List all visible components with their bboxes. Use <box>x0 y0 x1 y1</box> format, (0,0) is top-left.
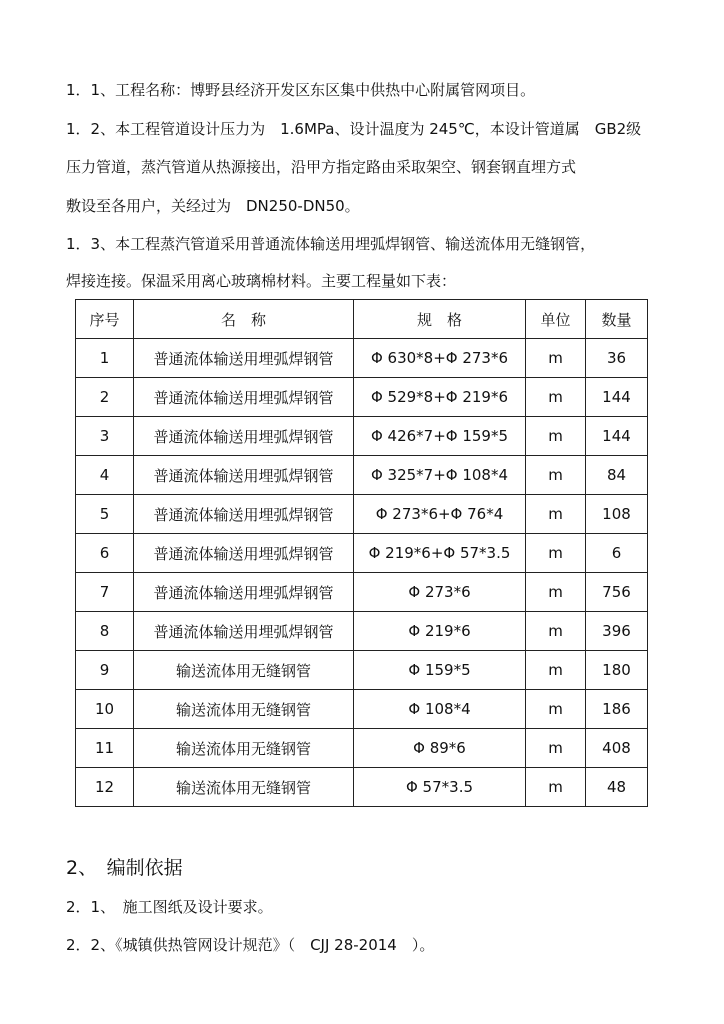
paragraph-1-3-cont: 焊接连接。保温采用离心玻璃棉材料。主要工程量如下表： <box>66 272 457 290</box>
cell-quantity: 108 <box>586 495 648 534</box>
cell-index: 10 <box>76 690 134 729</box>
table-row <box>76 495 648 534</box>
cell-unit: m <box>526 729 586 768</box>
cell-name: 普通流体输送用埋弧焊钢管 <box>134 573 354 612</box>
cell-spec: Φ 325*7+Φ 108*4 <box>354 456 526 495</box>
cell-spec: Φ 159*5 <box>354 651 526 690</box>
table-row <box>76 339 648 378</box>
section-2-heading: 2、 编制依据 <box>66 857 183 879</box>
cell-unit: m <box>526 690 586 729</box>
table-row <box>76 534 648 573</box>
table-row <box>76 768 648 807</box>
header-quantity: 数量 <box>586 300 648 339</box>
cell-quantity: 180 <box>586 651 648 690</box>
cell-spec: Φ 273*6+Φ 76*4 <box>354 495 526 534</box>
cell-index: 3 <box>76 417 134 456</box>
table-row <box>76 573 648 612</box>
cell-quantity: 6 <box>586 534 648 573</box>
cell-unit: m <box>526 573 586 612</box>
cell-unit: m <box>526 495 586 534</box>
cell-name: 输送流体用无缝钢管 <box>134 768 354 807</box>
cell-unit: m <box>526 612 586 651</box>
table-row <box>76 651 648 690</box>
cell-index: 2 <box>76 378 134 417</box>
table-header-row <box>76 300 648 339</box>
cell-unit: m <box>526 768 586 807</box>
cell-name: 普通流体输送用埋弧焊钢管 <box>134 456 354 495</box>
cell-name: 输送流体用无缝钢管 <box>134 729 354 768</box>
cell-spec: Φ 89*6 <box>354 729 526 768</box>
header-index: 序号 <box>76 300 134 339</box>
cell-name: 普通流体输送用埋弧焊钢管 <box>134 339 354 378</box>
paragraph-1-2-end: 敷设至各用户，关经过为 DN250-DN50。 <box>66 197 360 215</box>
table-row <box>76 729 648 768</box>
cell-index: 9 <box>76 651 134 690</box>
header-unit: 单位 <box>526 300 586 339</box>
cell-name: 输送流体用无缝钢管 <box>134 651 354 690</box>
cell-quantity: 396 <box>586 612 648 651</box>
table-body <box>76 339 648 807</box>
paragraph-1-2: 1．2、本工程管道设计压力为 1.6MPa、设计温度为 245℃，本设计管道属 GB2级 <box>66 120 642 138</box>
paragraph-1-1: 1．1、工程名称：博野县经济开发区东区集中供热中心附属管网项目。 <box>66 81 536 99</box>
paragraph-1-2-cont: 压力管道，蒸汽管道从热源接出，沿甲方指定路由采取架空、钢套钢直埋方式 <box>66 158 577 176</box>
table-row <box>76 612 648 651</box>
section-2-item-2: 2．2、《城镇供热管网设计规范》（ CJJ 28-2014 ）。 <box>66 936 435 954</box>
cell-spec: Φ 219*6+Φ 57*3.5 <box>354 534 526 573</box>
cell-quantity: 144 <box>586 378 648 417</box>
cell-name: 输送流体用无缝钢管 <box>134 690 354 729</box>
paragraph-1-3: 1．3、本工程蒸汽管道采用普通流体输送用埋弧焊钢管、输送流体用无缝钢管， <box>66 235 596 253</box>
cell-index: 11 <box>76 729 134 768</box>
cell-quantity: 36 <box>586 339 648 378</box>
table-row <box>76 690 648 729</box>
cell-spec: Φ 219*6 <box>354 612 526 651</box>
header-spec: 规 格 <box>354 300 526 339</box>
table-row <box>76 417 648 456</box>
table-row <box>76 456 648 495</box>
cell-quantity: 756 <box>586 573 648 612</box>
cell-quantity: 408 <box>586 729 648 768</box>
cell-unit: m <box>526 378 586 417</box>
cell-name: 普通流体输送用埋弧焊钢管 <box>134 495 354 534</box>
cell-unit: m <box>526 339 586 378</box>
cell-spec: Φ 630*8+Φ 273*6 <box>354 339 526 378</box>
table-row <box>76 378 648 417</box>
cell-name: 普通流体输送用埋弧焊钢管 <box>134 534 354 573</box>
cell-index: 5 <box>76 495 134 534</box>
cell-index: 6 <box>76 534 134 573</box>
quantity-table <box>75 299 648 807</box>
cell-spec: Φ 426*7+Φ 159*5 <box>354 417 526 456</box>
cell-unit: m <box>526 417 586 456</box>
cell-index: 7 <box>76 573 134 612</box>
cell-quantity: 144 <box>586 417 648 456</box>
cell-index: 12 <box>76 768 134 807</box>
cell-unit: m <box>526 651 586 690</box>
cell-index: 4 <box>76 456 134 495</box>
cell-spec: Φ 273*6 <box>354 573 526 612</box>
cell-unit: m <box>526 456 586 495</box>
section-2-item-1: 2．1、 施工图纸及设计要求。 <box>66 898 273 916</box>
cell-quantity: 48 <box>586 768 648 807</box>
cell-spec: Φ 57*3.5 <box>354 768 526 807</box>
cell-name: 普通流体输送用埋弧焊钢管 <box>134 378 354 417</box>
cell-spec: Φ 108*4 <box>354 690 526 729</box>
header-name: 名 称 <box>134 300 354 339</box>
cell-index: 8 <box>76 612 134 651</box>
cell-unit: m <box>526 534 586 573</box>
cell-quantity: 84 <box>586 456 648 495</box>
cell-quantity: 186 <box>586 690 648 729</box>
cell-name: 普通流体输送用埋弧焊钢管 <box>134 417 354 456</box>
cell-name: 普通流体输送用埋弧焊钢管 <box>134 612 354 651</box>
cell-spec: Φ 529*8+Φ 219*6 <box>354 378 526 417</box>
cell-index: 1 <box>76 339 134 378</box>
